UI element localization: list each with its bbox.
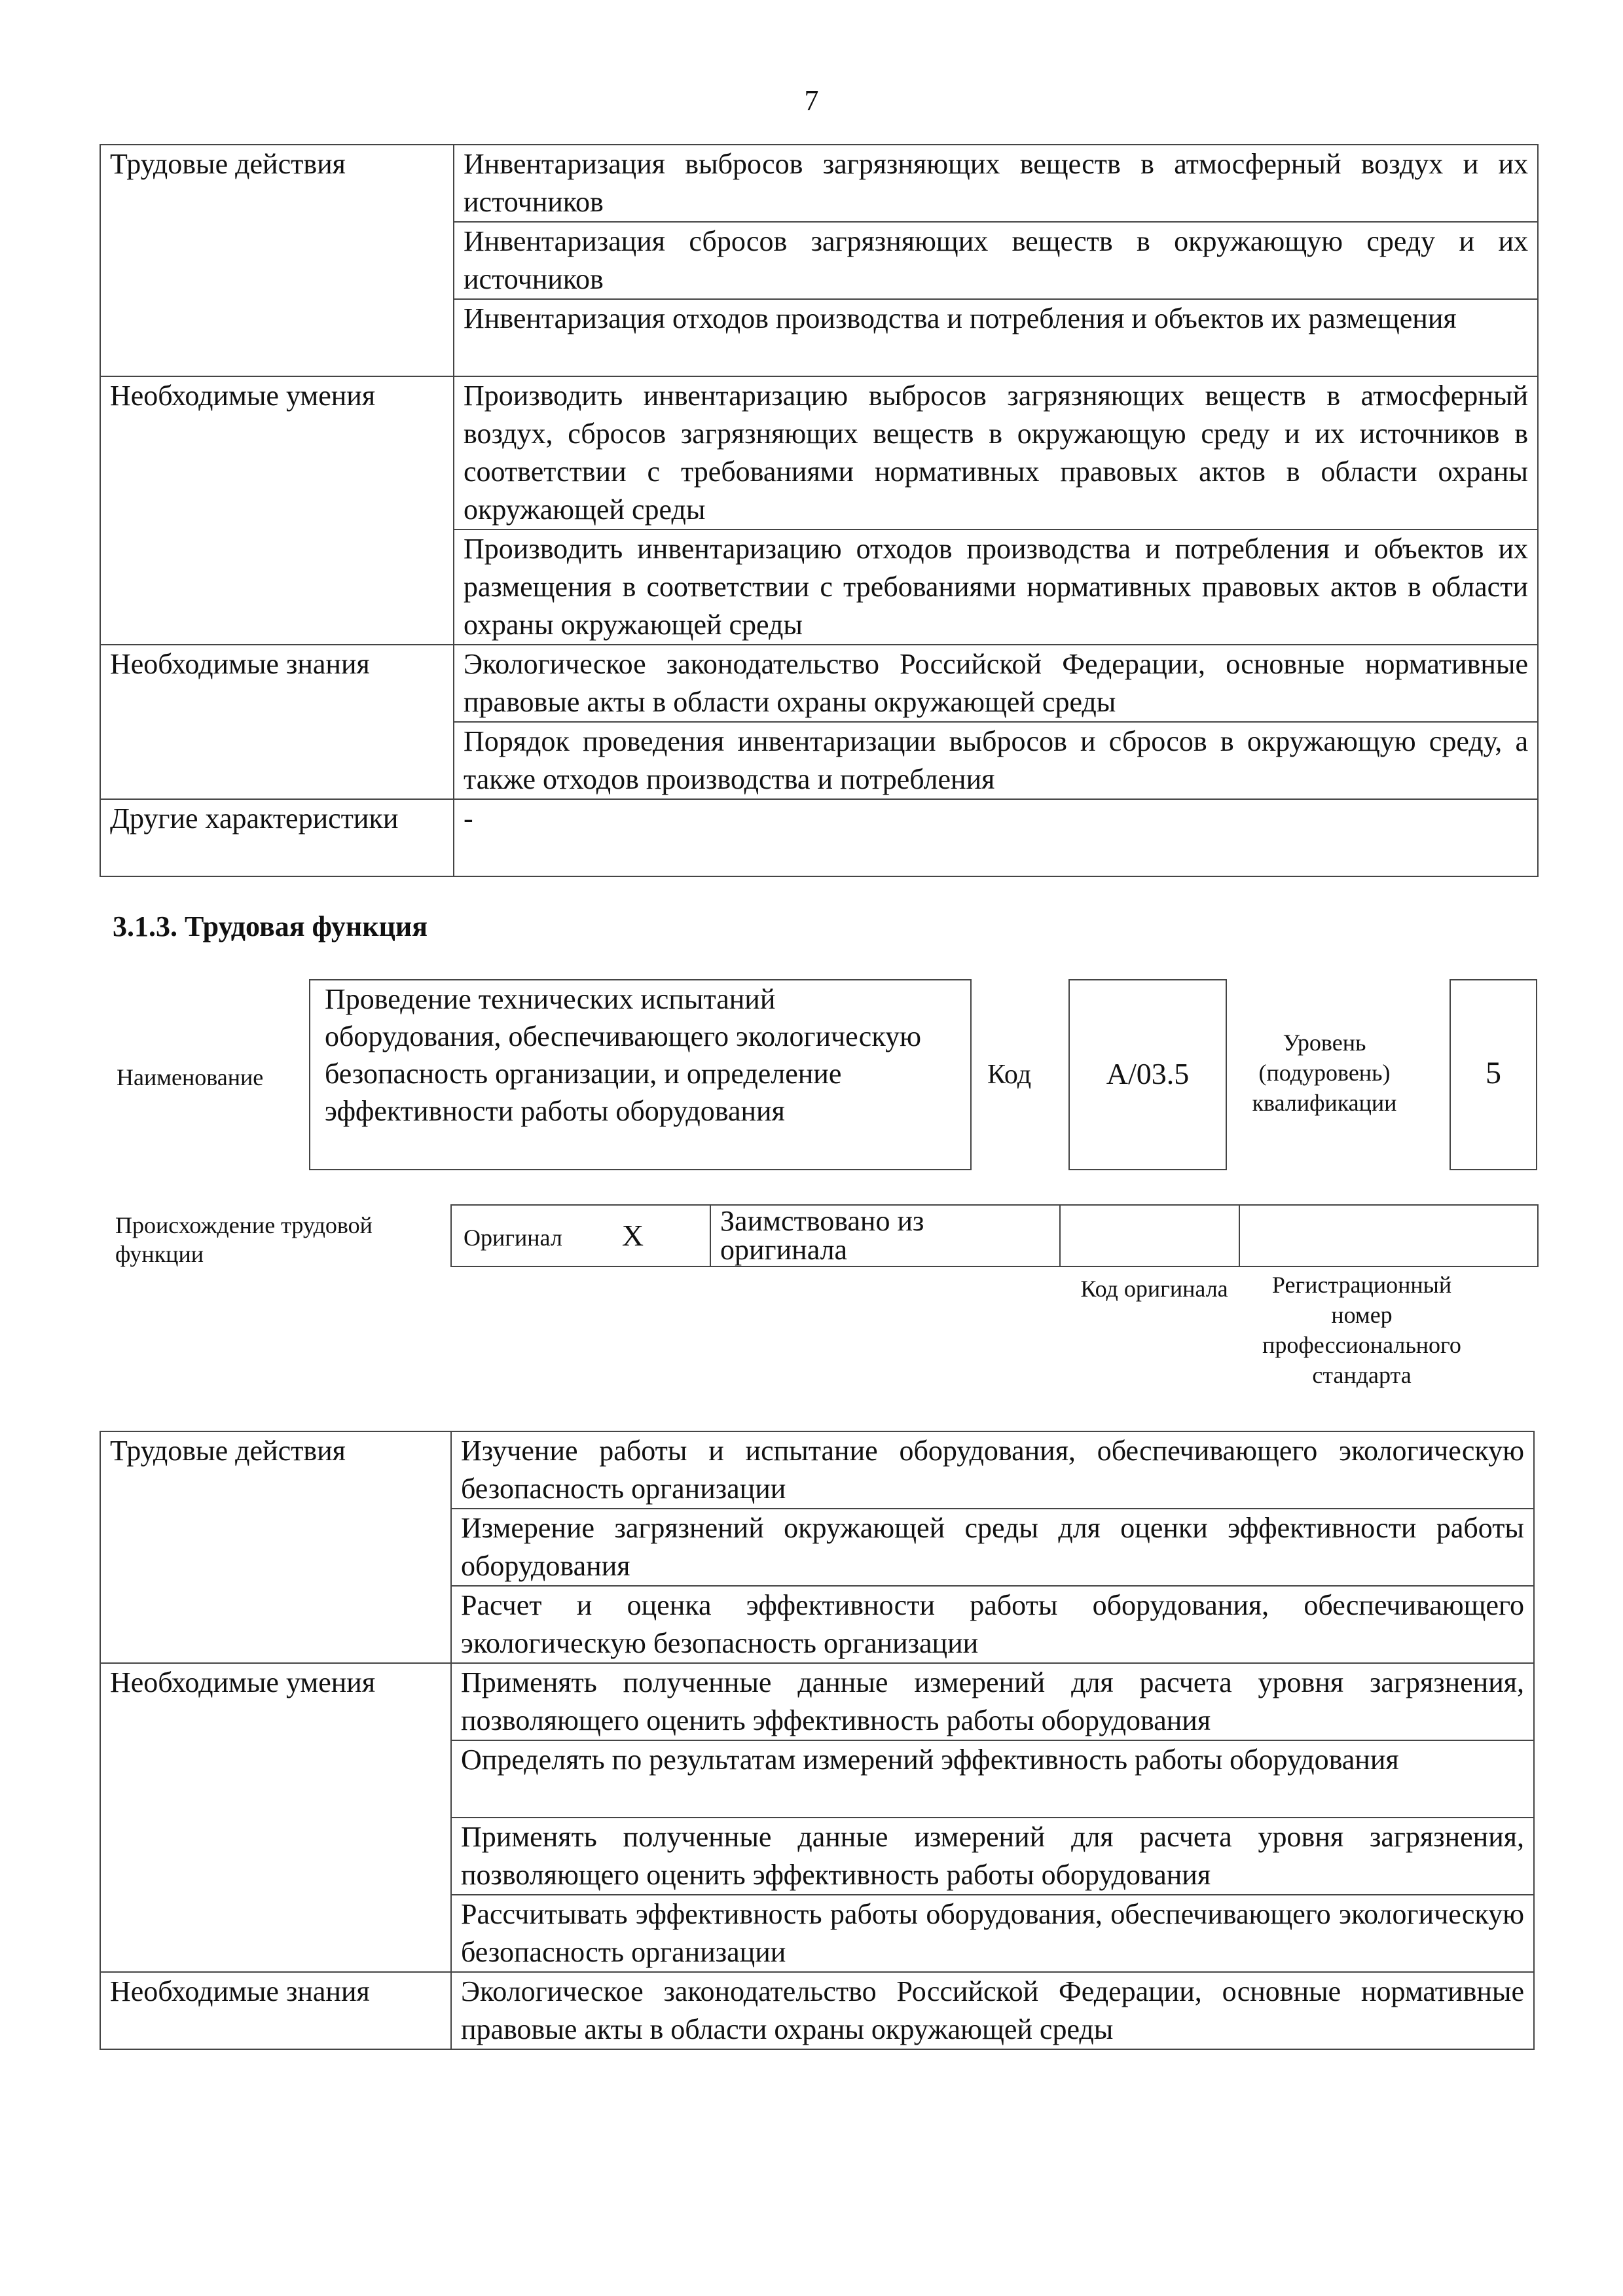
table-row — [100, 645, 1538, 722]
function-name: Проведение технических испытаний оборудования, обеспечивающего экологическую безопасность организации, и определение эффективности работы оборудования — [325, 983, 921, 1127]
table-cell: Инвентаризация выбросов загрязняющих веществ в атмосферный воздух и их источников — [454, 145, 1538, 222]
table-cell: Применять полученные данные измерений для расчета уровня загрязнения, позволяющего оценить эффективность работы оборудования — [451, 1663, 1534, 1740]
original-mark: X — [621, 1218, 644, 1252]
table-row — [100, 799, 1538, 876]
code-label: Код — [987, 1060, 1032, 1090]
row-label: Необходимые умения — [100, 1663, 451, 1972]
row-label: Необходимые знания — [100, 1972, 451, 2049]
row-label: Трудовые действия — [100, 1431, 451, 1663]
table-cell: Измерение загрязнений окружающей среды для оценки эффективности работы оборудования — [451, 1509, 1534, 1586]
original-code-cell — [1060, 1205, 1239, 1266]
origin-table — [450, 1204, 1539, 1267]
reg-caption: Регистрационный номер профессионального стандарта — [1262, 1272, 1461, 1388]
table-row — [100, 376, 1538, 529]
level-value: 5 — [1486, 1056, 1501, 1090]
table-cell: Порядок проведения инвентаризации выбросов и сбросов в окружающую среду, а также отходов производства и потребления — [454, 722, 1538, 799]
table-cell: Расчет и оценка эффективности работы оборудования, обеспечивающего экологическую безопасность организации — [451, 1586, 1534, 1663]
row-label: Необходимые умения — [100, 376, 454, 645]
row-label: Необходимые знания — [100, 645, 454, 799]
origin-label: Происхождение трудовой функции — [115, 1212, 373, 1267]
table-row — [100, 145, 1538, 222]
row-label: Трудовые действия — [100, 145, 454, 376]
table-row — [100, 1663, 1534, 1740]
code-caption: Код оригинала — [1080, 1276, 1228, 1302]
table-cell: Инвентаризация сбросов загрязняющих веществ в окружающую среду и их источников — [454, 222, 1538, 299]
row-label: Другие характеристики — [100, 799, 454, 876]
competency-table-2 — [100, 1431, 1535, 2050]
original-label: Оригинал — [464, 1224, 562, 1251]
competency-table-1 — [100, 144, 1539, 877]
borrowed-label: Заимствовано из оригинала — [710, 1205, 1060, 1266]
table-cell: - — [454, 799, 1538, 876]
page-number: 7 — [804, 84, 819, 117]
table-cell: Определять по результатам измерений эффективность работы оборудования — [451, 1740, 1534, 1818]
registration-number-cell — [1239, 1205, 1538, 1266]
table-cell: Производить инвентаризацию отходов производства и потребления и объектов их размещения в соответствии с требованиями нормативных правовых актов в области охраны окружающей среды — [454, 529, 1538, 645]
level-label: Уровень (подуровень) квалификации — [1252, 1030, 1397, 1116]
section-heading: 3.1.3. Трудовая функция — [113, 910, 428, 942]
table-cell: Инвентаризация отходов производства и потребления и объектов их размещения — [454, 299, 1538, 376]
table-cell: Рассчитывать эффективность работы оборудования, обеспечивающего экологическую безопасность организации — [451, 1895, 1534, 1972]
table-cell: Производить инвентаризацию выбросов загрязняющих веществ в атмосферный воздух, сбросов загрязняющих веществ в окружающую среду и их источников в соответствии с требованиями нормативных правовых актов в области охраны окружающей среды — [454, 376, 1538, 529]
table-cell: Изучение работы и испытание оборудования, обеспечивающего экологическую безопасность организации — [451, 1431, 1534, 1509]
table-row — [100, 1972, 1534, 2049]
code-value: А/03.5 — [1106, 1057, 1190, 1090]
level-box — [1450, 979, 1537, 1170]
code-box — [1068, 979, 1227, 1170]
name-label: Наименование — [117, 1064, 264, 1090]
function-name-box — [309, 979, 972, 1170]
table-cell: Экологическое законодательство Российской Федерации, основные нормативные правовые акты в области охраны окружающей среды — [451, 1972, 1534, 2049]
table-row — [100, 1431, 1534, 1509]
original-cell — [451, 1205, 710, 1266]
table-cell: Экологическое законодательство Российской Федерации, основные нормативные правовые акты в области охраны окружающей среды — [454, 645, 1538, 722]
table-cell: Применять полученные данные измерений для расчета уровня загрязнения, позволяющего оценить эффективность работы оборудования — [451, 1818, 1534, 1895]
